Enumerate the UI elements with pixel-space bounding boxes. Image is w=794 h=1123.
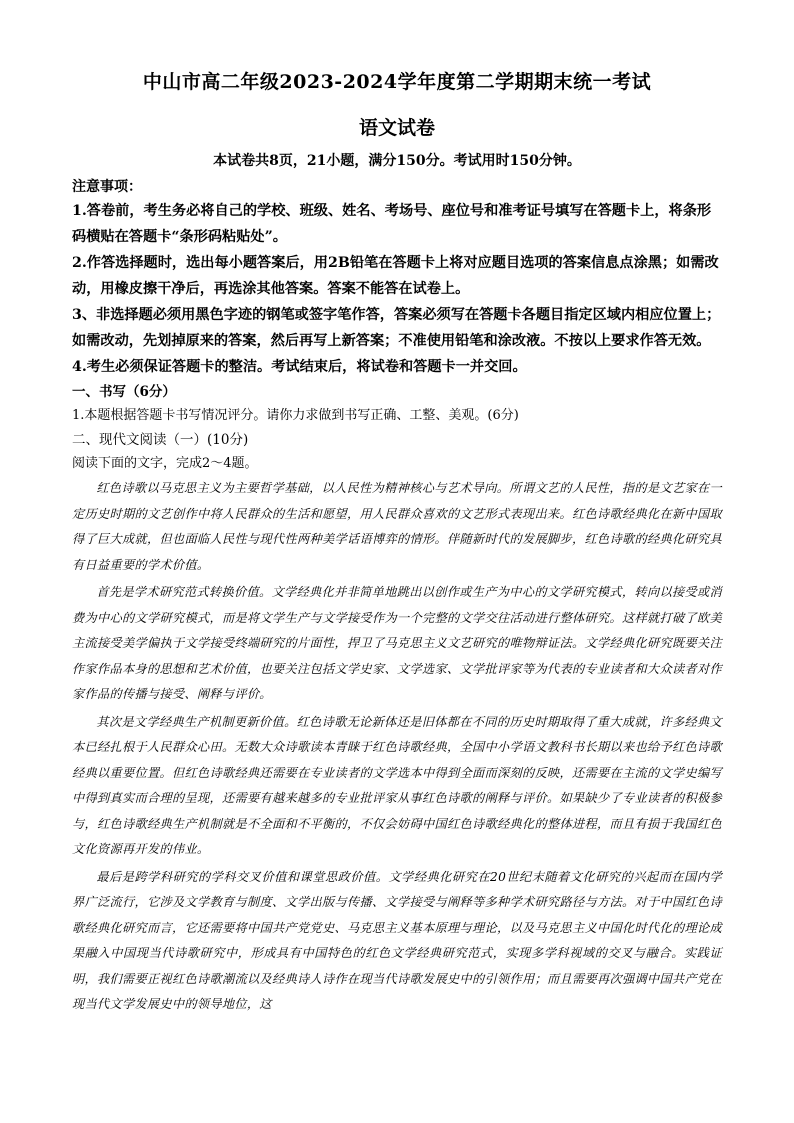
notice-item-4: 4.考生必须保证答题卡的整洁。考试结束后，将试卷和答题卡一并交回。 <box>72 359 527 375</box>
notice-heading: 注意事项： <box>72 179 142 195</box>
passage-paragraph-4: 最后是跨学科研究的学科交叉价值和课堂思政价值。文学经典化研究在20世纪末随着文化研究的兴起而在国内学界广泛流行，它涉及文学教育与制度、文学出版与传播、文学接受与阐释等多种学术研究路径与方法。对于中国红色诗歌经典化研究而言，它还需要将中国共产党党史、马克思主义基本原理与理论，以及马克思主义中国化时代化的理论成果融入中国现当代诗歌研究中，形成具有中国特色的红色文学经典研究范式，实现多学科视域的交叉与融合。实践证明，我们需要正视红色诗歌潮流以及经典诗人诗作在现当代诗歌发展史中的引领作用；而且需要再次强调中国共产党在现当代文学发展史中的领导地位，这 <box>72 869 722 1011</box>
exam-meta: 本试卷共8页，21小题，满分150分。考试用时150分钟。 <box>213 153 581 169</box>
section1-heading: 一、书写（6分） <box>72 384 176 400</box>
passage-paragraph-1: 红色诗歌以马克思主义为主要哲学基础，以人民性为精神核心与艺术导向。所谓文艺的人民性，指的是文艺家在一定历史时期的文艺创作中将人民群众的生活和愿望，用人民群众喜欢的文艺形式表现出来。红色诗歌经典化在新中国取得了巨大成就，但也面临人民性与现代性两种美学话语博弈的情形。伴随新时代的发展脚步，红色诗歌的经典化研究具有日益重要的学术价值。 <box>72 481 722 572</box>
exam-title: 中山市高二年级2023-2024学年度第二学期期末统一考试 <box>142 71 652 93</box>
notice-item-3: 3、非选择题必须用黑色字迹的钢笔或签字笔作答，答案必须写在答题卡各题目指定区域内相应位置上；如需改动，先划掉原来的答案，然后再写上新答案；不准使用铅笔和涂改液。不按以上要求作答无效。 <box>72 307 721 349</box>
notice-item-2: 2.作答选择题时，选出每小题答案后，用2B铅笔在答题卡上将对应题目选项的答案信息点涂黑；如需改动，用橡皮擦干净后，再选涂其他答案。答案不能答在试卷上。 <box>72 255 719 297</box>
passage-paragraph-3: 其次是文学经典生产机制更新价值。红色诗歌无论新体还是旧体都在不同的历史时期取得了重大成就，许多经典文本已经扎根于人民群众心田。无数大众诗歌读本青睐于红色诗歌经典，全国中小学语文教科书长期以来也给予红色诗歌经典以重要位置。但红色诗歌经典还需要在专业读者的文学选本中得到全面而深刻的反映，还需要在主流的文学史编写中得到真实而合理的呈现，还需要有越来越多的专业批评家从事红色诗歌的阐释与评价。如果缺少了专业读者的积极参与，红色诗歌经典生产机制就是不全面和不平衡的，不仅会妨碍中国红色诗歌经典化的整体进程，而且有损于我国红色文化资源再开发的伟业。 <box>72 714 722 856</box>
exam-subtitle: 语文试卷 <box>358 117 435 139</box>
section2-heading: 二、现代文阅读（一）(10分) <box>72 432 249 448</box>
passage-paragraph-2: 首先是学术研究范式转换价值。文学经典化并非简单地跳出以创作或生产为中心的文学研究模式，转向以接受或消费为中心的文学研究模式，而是将文学生产与文学接受作为一个完整的文学交往活动进行整体研究。这样就打破了欧美主流接受美学偏执于文学接受终端研究的片面性，捍卫了马克思主义文艺研究的唯物辩证法。文学经典化研究既要关注作家作品本身的思想和艺术价值，也要关注包括文学史家、文学选家、文学批评家等为代表的专业读者和大众读者对作家作品的传播与接受、阐释与评价。 <box>72 585 722 701</box>
notice-item-1: 1.答卷前，考生务必将自己的学校、班级、姓名、考场号、座位号和准考证号填写在答题卡上，将条形码横贴在答题卡“条形码粘贴处”。 <box>72 203 712 245</box>
section1-question: 1.本题根据答题卡书写情况评分。请你力求做到书写正确、工整、美观。(6分) <box>72 408 519 423</box>
section2-intro: 阅读下面的文字，完成2～4题。 <box>72 456 258 471</box>
